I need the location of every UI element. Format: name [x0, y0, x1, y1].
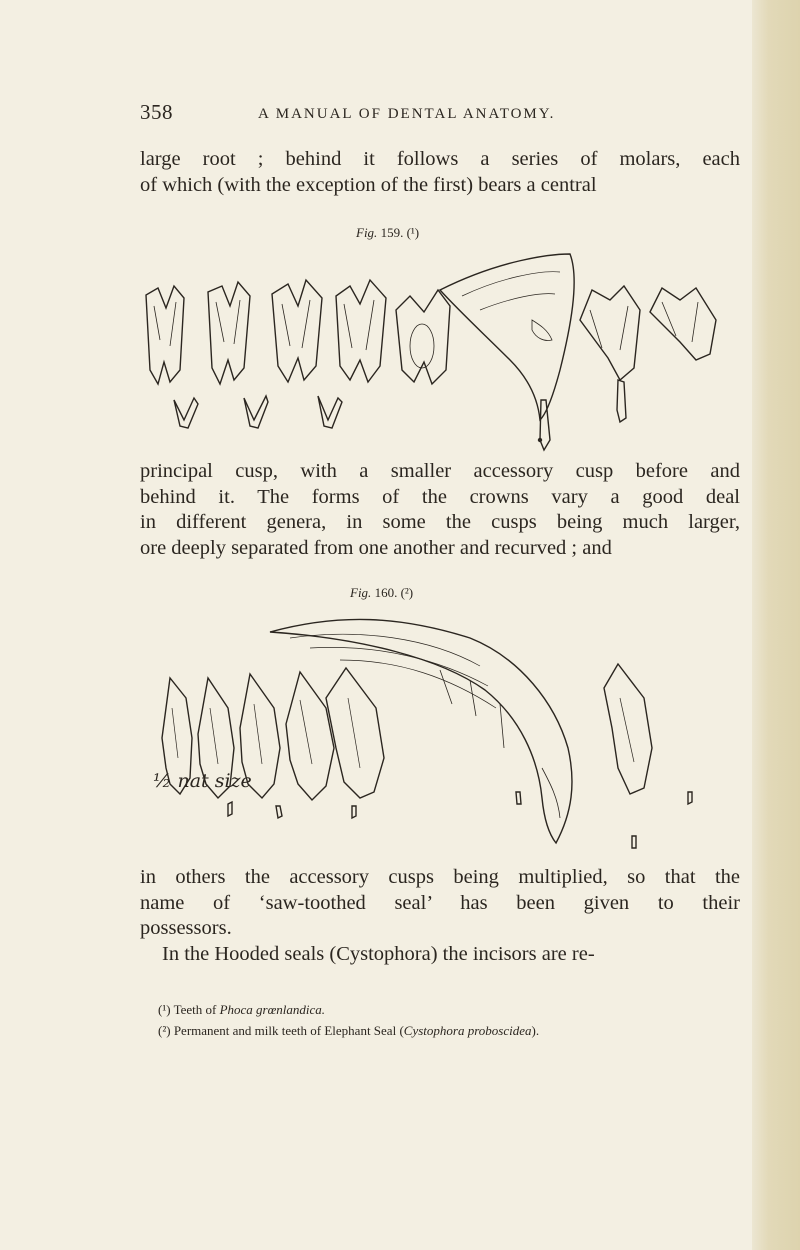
footnote-marker: (¹) — [158, 1002, 171, 1017]
molar-tooth-5 — [326, 668, 384, 798]
paragraph-line: principal cusp, with a smaller accessory cusp before and — [140, 460, 740, 482]
molar-tooth-5 — [396, 290, 450, 384]
figure-label: Fig. — [356, 225, 378, 240]
milk-tooth-3 — [318, 396, 342, 428]
figure-2-illustration — [140, 608, 740, 853]
footnote-marker: (²) — [158, 1023, 171, 1038]
paragraph-line: of which (with the exception of the first) bears a central — [140, 173, 597, 196]
page-number: 358 — [140, 100, 173, 124]
paragraph-line: large root ; behind it follows a series of molars, each — [140, 148, 740, 170]
footnote-1 — [158, 999, 758, 1020]
figure-number: 160. (²) — [374, 585, 414, 600]
milk-tooth-1 — [228, 802, 232, 816]
milk-tooth-2 — [244, 396, 268, 428]
molar-tooth-1 — [146, 286, 184, 384]
paragraph-line: name of ‘saw-toothed seal’ has been given to their — [140, 891, 740, 914]
molar-tooth-4 — [286, 672, 334, 800]
milk-tooth-5 — [632, 836, 636, 848]
molar-tooth-4 — [336, 280, 386, 382]
footnotes — [158, 999, 758, 1041]
paragraph-line: possessors. — [140, 917, 232, 939]
running-title: A MANUAL OF DENTAL ANATOMY. — [258, 106, 556, 122]
figure-1-caption — [356, 225, 419, 241]
paragraph-line: ore deeply separated from one another and recurved ; and — [140, 536, 612, 559]
figure-label: Fig. — [350, 585, 372, 600]
footnote-text: Teeth of — [173, 1002, 220, 1017]
molar-tooth-7 — [650, 288, 716, 360]
figure-2-caption — [350, 585, 413, 601]
molar-tooth-3 — [272, 280, 322, 382]
milk-tooth-5 — [617, 380, 626, 422]
paragraph-2 — [140, 459, 740, 561]
paragraph-line: in different genera, in some the cusps being much larger, — [140, 511, 740, 533]
footnote-text: Permanent and milk teeth of Elephant Seal ( — [173, 1023, 404, 1038]
footnote-species: Cystophora proboscidea — [403, 1023, 532, 1038]
page-header — [140, 100, 740, 130]
tusk-canine-tooth — [270, 619, 572, 843]
milk-tooth-3 — [352, 806, 356, 818]
milk-tooth-1 — [174, 398, 198, 428]
page-edge — [752, 0, 800, 1250]
paragraph-3 — [140, 865, 740, 967]
footnote-species: Phoca grœnlandica. — [219, 1002, 326, 1017]
paragraph-1 — [140, 147, 740, 198]
milk-tooth-6 — [516, 792, 521, 804]
paragraph-line: in others the accessory cusps being multiplied, so that the — [140, 866, 740, 888]
canine-tooth — [440, 254, 574, 420]
molar-tooth-2 — [208, 282, 250, 384]
figure-number: 159. (¹) — [380, 225, 420, 240]
molar-tooth-6 — [580, 286, 640, 380]
figure-1-illustration — [140, 250, 740, 455]
scale-note: ½ nat size — [153, 770, 252, 792]
milk-tooth-2 — [276, 806, 282, 818]
paragraph-line: In the Hooded seals (Cystophora) the incisors are re- — [162, 942, 595, 965]
printer-dot — [539, 439, 542, 442]
milk-tooth-4 — [540, 400, 550, 450]
footnote-2 — [158, 1020, 758, 1041]
milk-tooth-4 — [688, 792, 692, 804]
paragraph-line: behind it. The forms of the crowns vary a good deal — [140, 485, 740, 508]
footnote-tail: ). — [531, 1023, 540, 1038]
molar-tooth-6 — [604, 664, 652, 794]
